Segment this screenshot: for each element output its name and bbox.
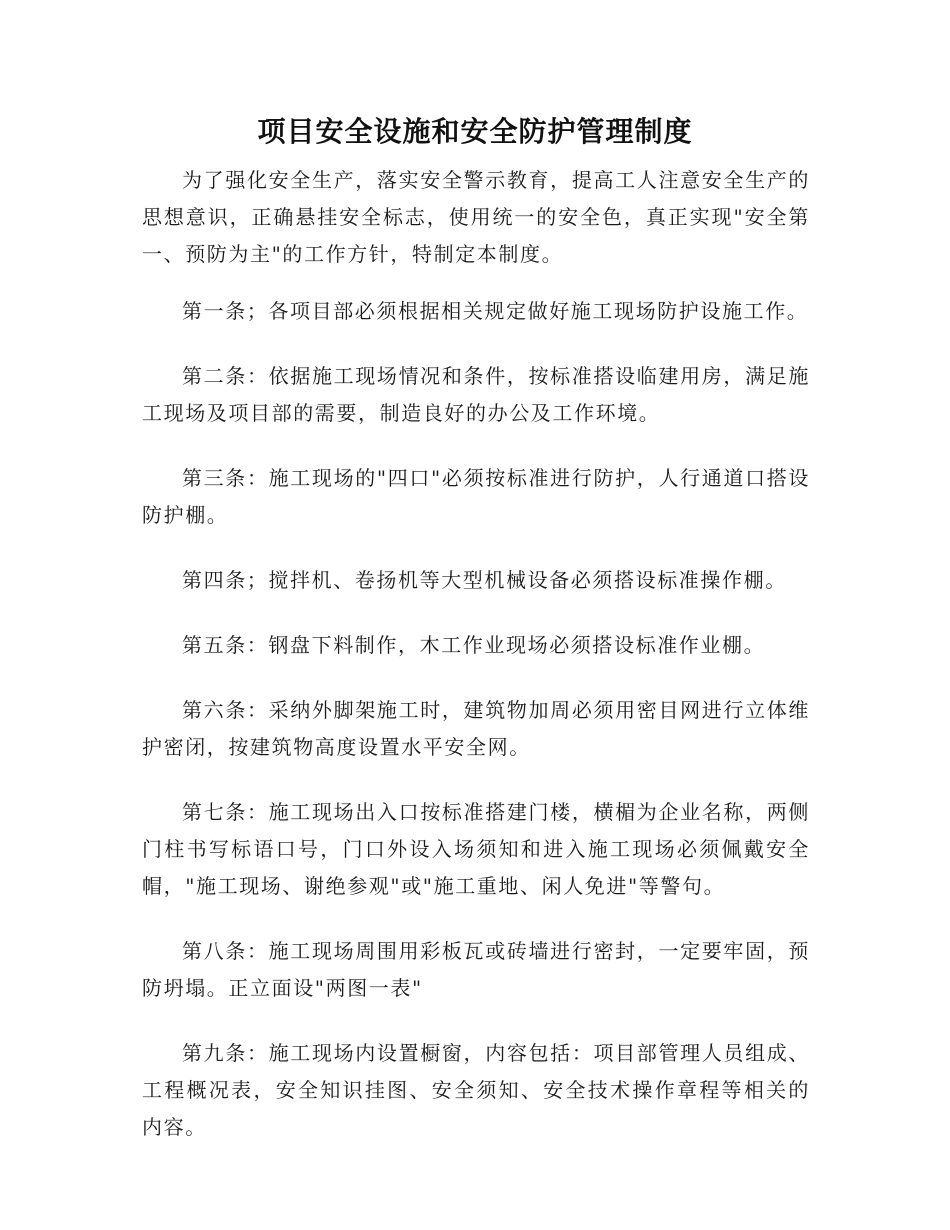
article-9-paragraph: 第九条：施工现场内设置橱窗，内容包括：项目部管理人员组成、工程概况表，安全知识挂图、安全须知、安全技术操作章程等相关的内容。 xyxy=(142,1041,810,1139)
document-body xyxy=(142,162,810,1174)
article-8-paragraph: 第八条：施工现场周围用彩板瓦或砖墙进行密封，一定要牢固，预防坍塌。正立面设"两图一表" xyxy=(142,939,810,1000)
article-4-paragraph: 第四条；搅拌机、卷扬机等大型机械设备必须搭设标准操作棚。 xyxy=(182,568,787,592)
intro-paragraph: 为了强化安全生产，落实安全警示教育，提高工人注意安全生产的思想意识，正确悬挂安全标志，使用统一的安全色，真正实现"安全第一、预防为主"的工作方针，特制定本制度。 xyxy=(142,168,810,266)
article-5-paragraph: 第五条：钢盘下料制作，木工作业现场必须搭设标准作业棚。 xyxy=(182,633,766,657)
article-3-paragraph: 第三条：施工现场的"四口"必须按标准进行防护，人行通道口搭设防护棚。 xyxy=(142,466,810,527)
article-7-paragraph: 第七条：施工现场出入口按标准搭建门楼，横楣为企业名称，两侧门柱书写标语口号，门口外设入场须知和进入施工现场必须佩戴安全帽，"施工现场、谢绝参观"或"施工重地、闲人免进"等警句。 xyxy=(142,800,810,898)
document-title: 项目安全设施和安全防护管理制度 xyxy=(257,115,693,148)
article-1-paragraph: 第一条；各项目部必须根据相关规定做好施工现场防护设施工作。 xyxy=(182,299,809,323)
article-2-paragraph: 第二条：依据施工现场情况和条件，按标准搭设临建用房，满足施工现场及项目部的需要，制造良好的办公及工作环境。 xyxy=(142,364,810,425)
article-6-paragraph: 第六条：采纳外脚架施工时，建筑物加周必须用密目网进行立体维护密闭，按建筑物高度设置水平安全网。 xyxy=(142,698,810,759)
